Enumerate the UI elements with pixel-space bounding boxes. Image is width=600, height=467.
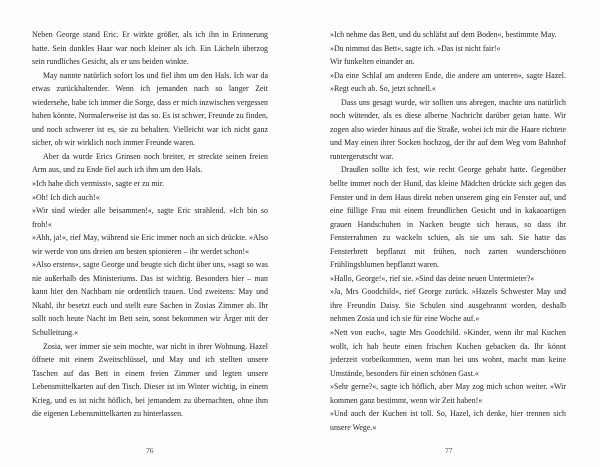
paragraph: »Du nimmst das Bett«, sagte ich. »Das ist nicht fair!« (330, 43, 501, 53)
page-number-right: 77 (445, 446, 453, 455)
paragraph: Dass uns gesagt wurde, wir sollten uns abregen, machte uns natürlich noch wütender, als es diese alberne Nachricht darüber getan hatte. Wir zogen also wieder hinaus auf die Straße, wobei ich mir die Haare richtete und May einen ihrer Socken hochzog, der ihr auf dem Weg vom Bahnhof runtergerutscht war. (330, 97, 566, 161)
paragraph: »Also erstens«, sagte George und beugte sich dicht über uns, »sagt so was nie außerhalb des Ministeriums. Das ist wichtig. Besonders hier – man kann hier den Nachbarn nie ordentlich trauen. Und zweitens: May und Nkahl, ihr besetzt euch und stellt eure Sachen in Zosias Zimmer ab. Ihr sollt noch heute Nacht im Bett sein, sonst bekommen wir Ärger mit der Schulleitung.« (32, 260, 268, 338)
paragraph: »Nett von euch«, sagte Mrs Goodchild. »Kinder, wenn ihr mal Kuchen wollt, ich hab heute einen frischen Kuchen gebacken da. Ihr könnt jederzeit vorbeikommen, wenn man bei uns wohnt, macht man keine Umstände, besonders für einen schönen Gast.« (330, 328, 566, 378)
paragraph: »Und auch der Kuchen ist toll. So, Hazel, ich denke, hier trennen sich unsere Wege.« (330, 409, 566, 432)
paragraph: Zosia, wer immer sie sein mochte, war nicht in ihrer Wohnung. Hazel öffnete mit einem Zweitschlüssel, und May und ich stellten unsere Taschen auf das Bett in einem freien Zimmer und legten unsere Lebensmittelkarten auf den Tisch. Dieser ist im Winter wichtig, in einem Krieg, und es ist nicht höflich, bei jemandem zu übernachten, ohne ihm die eigenen Lebensmittelkarten zu hinterlassen. (32, 341, 268, 419)
paragraph: Draußen sollte ich fest, wie recht George gehabt hatte. Gegenüber bellte immer noch der Hund, das kleine Mädchen drückte sich gegen das Fenster und in dem Haus direkt neben unserem ging ein Fenster auf, und eine füllige Frau mit einem freundlichen Gesicht und in kakaoartigen grauen Handschuhen in Nacken beugte sich heraus, so dass ihr Fensterrahmen zu wackeln schien, als sie uns sah. Sie hatte das Fensterbrett bepflanzt mit frühen, noch zarten wunderschönen Frühlingsblumen bepflanzt waren. (330, 165, 566, 270)
page-number-left: 76 (146, 446, 154, 455)
left-page (32, 28, 268, 421)
paragraph: »Wir sind wieder alle beisammen!«, sagte Eric strahlend. »Ich bin so froh!« (32, 206, 268, 229)
paragraph: May nannte natürlich sofort los und fiel ihm um den Hals. Ich war da etwas zurückhaltender. Wenn ich jemanden nach so langer Zeit wiedersehe, habe ich immer die Sorge, dass er mich inzwischen vergessen haben könnte. Normalerweise ist das so. Es ist schwer, Freunde zu finden, und noch schwerer ist es, sie zu behalten. Vielleicht war ich nicht ganz sicher, ob wir wirklich noch immer Freunde waren. (32, 70, 268, 148)
paragraph: »Hallo, George!«, rief sie. »Sind das deine neuen Untermieter?« (330, 273, 535, 283)
paragraph: »Da eine Schlaf am anderen Ende, die andere am unteren«, sagte Hazel. »Regt euch ab. So, jetzt schnell.« (330, 70, 566, 94)
right-page (330, 28, 566, 434)
paragraph: »Sehr gerne?«, sagte ich höflich, aber May zog mich schon weiter. »Wir kommen ganz bestimmt, wenn wir Zeit haben!« (330, 382, 566, 405)
paragraph: Neben George stand Eric. Er wirkte größer, als ich ihn in Erinnerung hatte. Sein dunkles Haar war noch kleiner als ich. Ein Lächeln überzog sein rundliches Gesicht, als er uns beiden winkte. (32, 30, 268, 67)
paragraph: Aber da wurde Erics Grinsen noch breiter, er streckte seinen freien Arm aus, und zu Ende fiel auch ich ihm um den Hals. (32, 151, 268, 175)
paragraph: »Ich nehme das Bett, und du schläfst auf dem Boden«, bestimmte May. (330, 30, 557, 39)
paragraph: »Ich habe dich vermisst«, sagte er zu mir. (32, 179, 165, 189)
paragraph: »Ja, Mrs Goodchild«, rief George zurück. »Hazels Schwester May und ihre Freundin Daisy. Sie Schulen sind ausgebrannt worden, deshalb nehmen Zosia und ich sie für eine Woche auf.« (330, 287, 566, 324)
paragraph: »Ahh, ja!«, rief May, während sie Eric immer noch an sich drückte. »Also wir werde von uns dreien am besten spionieren – ihr werdet schon!« (32, 233, 268, 256)
paragraph: Wir funkelten einander an. (330, 57, 415, 67)
paragraph: »Oh! Ich dich auch!« (32, 192, 100, 202)
